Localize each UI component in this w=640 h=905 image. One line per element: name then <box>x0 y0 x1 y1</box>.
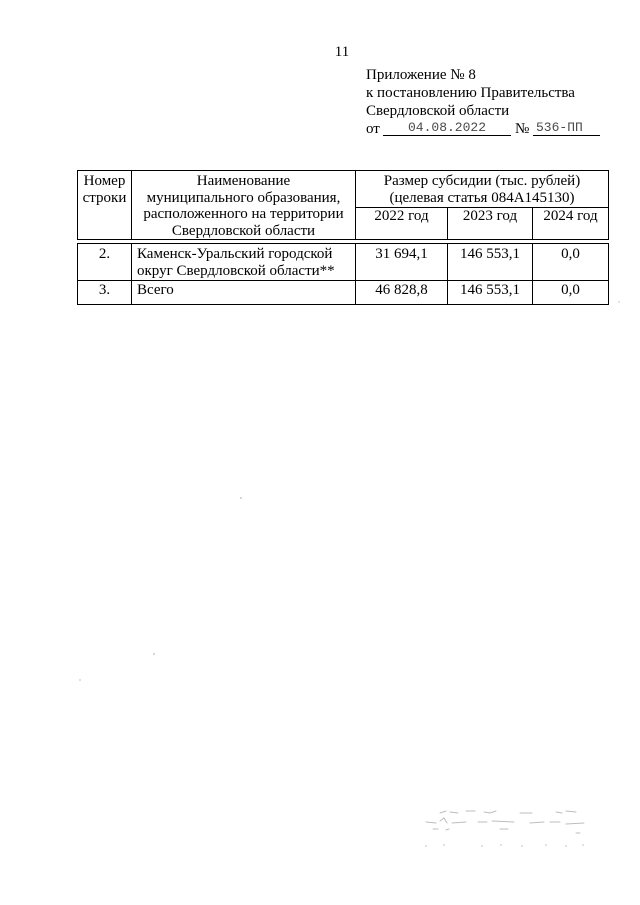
resolution-number-sign: № <box>515 121 530 137</box>
appendix-line-region: Свердловской области <box>366 103 510 119</box>
row-name-line: Каменск-Уральский городской <box>137 246 333 262</box>
header-subsidy-line: (целевая статья 084А145130) <box>389 190 575 206</box>
page-number: 11 <box>334 44 350 60</box>
table-row-name <box>131 280 356 305</box>
header-subsidy-line: Размер субсидии (тыс. рублей) <box>383 173 581 189</box>
header-year-2023: 2023 год <box>447 207 533 240</box>
header-name-line: Наименование <box>196 173 291 189</box>
appendix-title: Приложение № 8 <box>366 67 476 83</box>
table-cell-2023: 146 553,1 <box>447 243 533 281</box>
header-year-2022: 2022 год <box>355 207 448 240</box>
appendix-date-prefix: от <box>366 121 380 137</box>
table-cell-2023: 146 553,1 <box>447 280 533 305</box>
appendix-line-resolution: к постановлению Правительства <box>366 85 575 101</box>
resolution-number-field: 536-ПП <box>533 120 600 136</box>
header-subsidy-amount <box>355 170 609 208</box>
header-row-number-line: Номер <box>83 173 126 189</box>
table-cell-2022: 46 828,8 <box>355 280 448 305</box>
header-name-line: расположенного на территории <box>143 206 344 222</box>
table-cell-2024: 0,0 <box>532 243 609 281</box>
table-row-number: 2. <box>77 243 132 281</box>
row-name-line: Всего <box>137 282 174 298</box>
header-year-2024: 2024 год <box>532 207 609 240</box>
table-row-number: 3. <box>77 280 132 305</box>
header-name-line: муниципального образования, <box>146 189 341 206</box>
header-name-line: Свердловской области <box>171 222 316 239</box>
header-municipality-name <box>131 170 356 240</box>
table-cell-2022: 31 694,1 <box>355 243 448 281</box>
table-row-name <box>131 243 356 281</box>
resolution-date-field: 04.08.2022 <box>383 120 511 136</box>
header-row-number <box>77 170 132 240</box>
row-name-line: округ Свердловской области** <box>137 263 335 279</box>
header-row-number-line: строки <box>82 190 127 206</box>
table-cell-2024: 0,0 <box>532 280 609 305</box>
